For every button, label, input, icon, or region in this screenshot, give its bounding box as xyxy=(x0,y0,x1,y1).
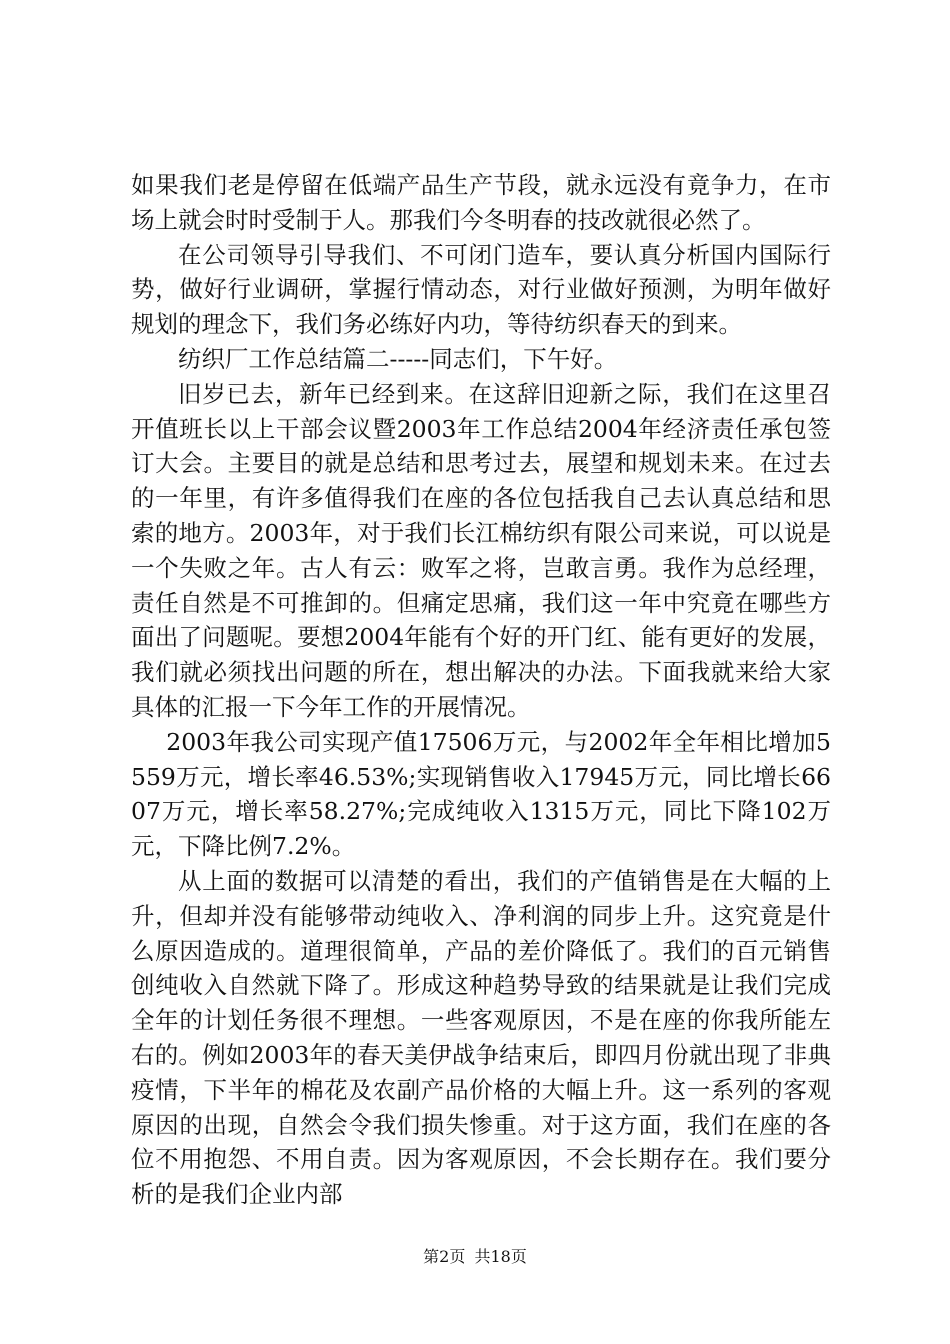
page-number: 第2页 xyxy=(423,1247,466,1266)
page-total: 共18页 xyxy=(474,1247,527,1266)
paragraph-5-figures: 2003年我公司实现产值17506万元，与2002年全年相比增加5559万元，增长率46.53%;实现销售收入17945万元，同比增长6607万元，增长率58.27%;完成纯收入1315万元，同比下降102万元，下降比例7.2%。 xyxy=(131,727,831,861)
document-body xyxy=(131,168,831,1212)
paragraph-3-heading: 纺织厂工作总结篇二-----同志们，下午好。 xyxy=(178,344,618,373)
paragraph-2: 在公司领导引导我们、不可闭门造车，要认真分析国内国际行势，做好行业调研，掌握行情动态，对行业做好预测，为明年做好规划的理念下，我们务必练好内功，等待纺织春天的到来。 xyxy=(131,240,831,339)
paragraph-1: 如果我们老是停留在低端产品生产节段，就永远没有竟争力，在市场上就会时时受制于人。那我们今冬明春的技改就很必然了。 xyxy=(131,171,831,234)
page-footer xyxy=(0,1244,950,1267)
paragraph-6: 从上面的数据可以清楚的看出，我们的产值销售是在大幅的上升，但却并没有能够带动纯收入、净利润的同步上升。这究竟是什么原因造成的。道理很简单，产品的差价降低了。我们的百元销售创纯收入自然就下降了。形成这种趋势导致的结果就是让我们完成全年的计划任务很不理想。一些客观原因，不是在座的你我所能左右的。例如2003年的春天美伊战争结束后，即四月份就出现了非典疫情，下半年的棉花及农副产品价格的大幅上升。这一系列的客观原因的出现，自然会令我们损失惨重。对于这方面，我们在座的各位不用抱怨、不用自责。因为客观原因，不会长期存在。我们要分析的是我们企业内部 xyxy=(131,866,831,1209)
paragraph-4: 旧岁已去，新年已经到来。在这辞旧迎新之际，我们在这里召开值班长以上干部会议暨2003年工作总结2004年经济责任承包签订大会。主要目的就是总结和思考过去，展望和规划未来。在过去的一年里，有许多值得我们在座的各位包括我自己去认真总结和思索的地方。2003年，对于我们长江棉纺织有限公司来说，可以说是一个失败之年。古人有云：败军之将，岂敢言勇。我作为总经理，责任自然是不可推卸的。但痛定思痛，我们这一年中究竟在哪些方面出了问题呢。要想2004年能有个好的开门红、能有更好的发展，我们就必须找出问题的所在，想出解决的办法。下面我就来给大家具体的汇报一下今年工作的开展情况。 xyxy=(131,379,831,721)
